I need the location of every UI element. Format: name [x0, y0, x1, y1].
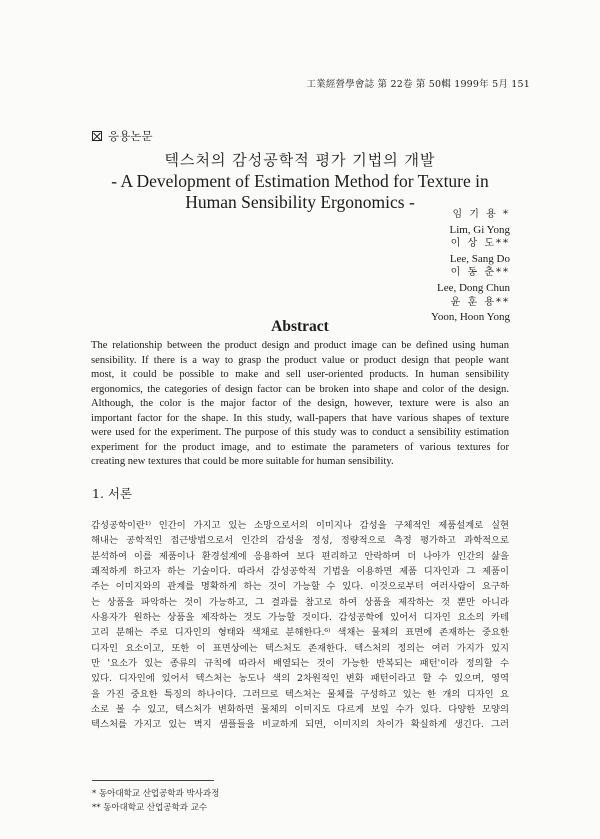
title-korean: 텍스처의 감성공학적 평가 기법의 개발: [164, 151, 436, 169]
abstract-line: creating new textures that could be more suitable for human sensibility.: [91, 456, 394, 468]
body-line: 해내는 공학적인 접근방법으로서 인간의 감성을 정성, 정량적으로 측정 평가하고 과학적으로: [91, 535, 509, 547]
body-line: 분석하여 이를 제품이나 환경설계에 응용하여 보다 편리하고 안락하며 더 나아가 인간의 삶을: [91, 550, 509, 562]
title-english-line-2: Human Sensibility Ergonomics -: [185, 192, 415, 212]
body-line: 쾌적하게 하고자 하는 기술이다. 따라서 감성공학적 기법을 이용하면 제품 디자인과 그 제품이: [91, 566, 509, 578]
body-line: 사용자가 원하는 상품을 제작하는 것도 가능할 것이다. 감성공학에 있어서 디자인 요소의 카테: [91, 612, 509, 624]
author-4-korean: 윤 훈 용**: [450, 296, 510, 308]
section-label: [92, 128, 152, 144]
body-line: 는 상품을 파악하는 것이 가능하고, 그 결과를 참고로 하여 상품을 제작하는 것 뿐만 아니라: [91, 596, 509, 608]
author-2-korean: 이 상 도**: [450, 238, 510, 250]
author-1-korean: 임 기 용 *: [452, 209, 510, 220]
body-line: 고리 분해는 주로 디자인의 형태와 색채로 분해한다.⁶⁾ 색채는 물체의 표면에 존재하는 중요한: [91, 627, 509, 639]
body-line: 텍스처를 가지고 있는 벽지 샘플들을 비교하게 되면, 이미지의 차이가 확실하게 생긴다. 그러: [91, 719, 509, 731]
footnote-2: ** 동아대학교 산업공학과 교수: [92, 803, 208, 813]
abstract-line: important factor for the shape. In this study, wall-papers that have various shapes of texture: [91, 412, 509, 424]
footnote-1: * 동아대학교 산업공학과 박사과정: [92, 789, 220, 799]
author-1-english: Lim, Gi Yong: [449, 223, 510, 236]
abstract-line: experiment for the product image, and to estimate the parameters of various textures for: [91, 441, 509, 453]
body-line: 소로 볼 수 있고, 텍스처가 변화하면 물체의 이미지도 다르게 보일 수가 있다. 다양한 모양의: [91, 704, 509, 716]
author-3-english: Lee, Dong Chun: [436, 281, 510, 294]
author-4-english: Yoon, Hoon Yong: [431, 311, 510, 324]
running-header: 工業經營學會誌 第 22卷 第 50輯 1999年 5月 151: [306, 79, 530, 90]
author-2-english: Lee, Sang Do: [449, 252, 510, 265]
author-3-korean: 이 동 춘**: [450, 267, 510, 279]
abstract-line: were used for the experiment. The purpose of this study was to conduct a sensibility estimation: [91, 427, 509, 439]
footnote-divider: [92, 780, 214, 781]
abstract-line: most, it could be possible to make and sell user-oriented products. In human sensibility: [91, 369, 509, 381]
body-text: [91, 518, 509, 733]
section-heading-introduction: 1. 서론: [92, 486, 133, 501]
body-line: 있다. 디자인에 있어서 텍스처는 농도나 색의 2차원적인 변화 패턴이라고 할 수 있으며, 영역: [91, 673, 509, 685]
body-line: 주는 이미지와의 관계를 명확하게 하는 것이 가능할 수 있다. 이것으로부터 여러사람이 요구하: [91, 581, 509, 593]
abstract-line: The relationship between the product design and product image can be defined using human: [91, 340, 509, 351]
abstract-line: Although, the color is the major factor of the design, however, texture were is also an: [91, 398, 509, 410]
body-line: 만 '요소가 있는 종류의 규칙에 따라서 배열되는 것이 가능한 반복되는 패턴'이라 정의할 수: [91, 658, 509, 670]
body-line: 감성공학이란¹⁾ 인간이 가지고 있는 소망으로서의 이미지나 감성을 구체적인 제품설계로 실현: [91, 520, 509, 531]
body-line: 디자인 요소이고, 또한 이 표면상에는 텍스처도 존재한다. 텍스처의 정의는 여러 가지가 있지: [91, 642, 509, 654]
footnotes: [92, 787, 219, 815]
title-english-line-1: - A Development of Estimation Method for Texture in: [111, 171, 489, 191]
abstract-line: ergonomics, the categories of design factor can be broken into shape and color of the design.: [91, 383, 509, 395]
abstract-body: [91, 339, 509, 470]
boxed-x-icon: [92, 131, 102, 141]
body-line: 을 가진 중요한 특징의 하나이다. 그러므로 텍스처는 물체를 구성하고 있는 한 개의 디자인 요: [91, 688, 509, 700]
abstract-line: sensibility. If there is a way to grasp the product value or product design that people want: [91, 354, 509, 366]
author-list: [431, 208, 510, 325]
abstract-heading: Abstract: [271, 318, 329, 335]
section-label-text: 응용논문: [108, 129, 153, 143]
